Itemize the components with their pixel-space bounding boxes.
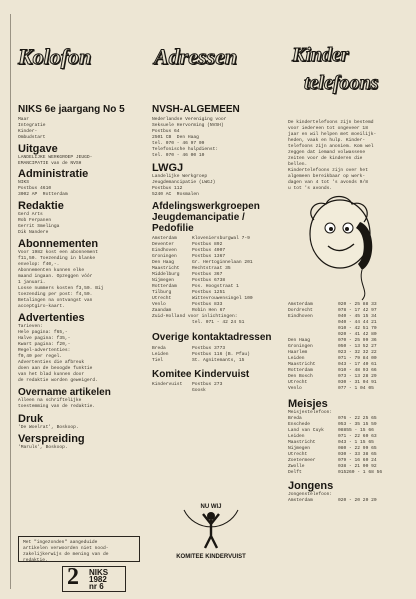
afdeling-row-label: Zuid-Holland voor inlichtingen: <box>152 314 238 319</box>
kindertelefoon-row-value: 078 - 17 42 97 <box>338 308 377 313</box>
afdeling-row-label: Utrecht <box>152 296 172 301</box>
kindertelefoon-row-label: Dordrecht <box>288 308 313 313</box>
afdeling-row-label: Eindhoven <box>152 248 177 253</box>
komitee-row-label: Kindervuist <box>152 382 183 387</box>
meisjestelefoon-row-label: Breda <box>288 416 302 421</box>
jongenstelefoon-row-label: Amsterdam <box>288 498 313 503</box>
logo-bottom-text: KOMITEE KINDERVUIST <box>176 554 246 560</box>
issue-desc: Maar Integratie Kinder- Ombudstart <box>18 117 46 140</box>
komitee-row-value: Postbus 273 <box>192 382 223 387</box>
jongenstelefoon-list <box>288 498 406 504</box>
admin-heading: Administratie <box>18 168 89 180</box>
kindertelefoon-row-label: Rotterdam <box>288 368 313 373</box>
komitee-row <box>152 388 282 394</box>
meisjestelefoon-row-value: 08855 - 15 66 <box>338 428 374 433</box>
afdeling-row-value: Postbus 4007 <box>192 248 226 253</box>
nvsh-text: Nederlandse Vereniging voor Seksuele Hervorming (NVSH) Postbus 64 2501 CB Den Haag tel. 070 - 46 97 09 Telefonische hulpdienst: tel. 070 - 46 00 10 <box>152 117 227 158</box>
afdeling-row-value: tel. 071 - 42 24 51 <box>192 320 245 325</box>
afdeling-row-value: Postbus 892 <box>192 242 223 247</box>
issue-info: NIKS 1982 nr 6 <box>89 568 109 591</box>
character-pupil-right <box>345 227 349 231</box>
afdeling-row-label: Tilburg <box>152 290 172 295</box>
meisjestelefoon-row-label: Leiden <box>288 434 305 439</box>
druk-text: 'De Woelrat', Boskoop. <box>18 425 79 430</box>
kindertelefoon-row-label: Haarlem <box>288 350 308 355</box>
page-number: 2 <box>67 564 79 590</box>
telephone-cord <box>361 270 365 300</box>
komitee-list <box>152 382 282 394</box>
kindertelefoon-row-label: Eindhoven <box>288 314 313 319</box>
afdeling-row-label <box>152 320 192 326</box>
overig-row-value: St. Agnitemants, 15 <box>192 358 245 363</box>
meisjestelefoon-row-value: 038 - 21 00 92 <box>338 464 377 469</box>
character-pupil-left <box>329 227 333 231</box>
verspreiding-heading: Verspreiding <box>18 433 85 445</box>
telephone-character-illustration <box>300 192 376 302</box>
afdelingen-list <box>152 236 282 326</box>
meisjestelefoon-row-value: 076 - 22 25 65 <box>338 416 377 421</box>
kindertelefoon-row-value: 070 - 25 99 36 <box>338 338 377 343</box>
afdeling-row-label: Middelburg <box>152 272 180 277</box>
meisjestelefoon-row-label: Utrecht <box>288 452 308 457</box>
abonnementen-text: Voor 1982 kost een abonnement f11,50. Toezending in blanke envelop: f40,-. Abonnementen kunnen elke maand ingaan. Opzeggen vóór 1 januari. Losse nummers kosten f3,50. Bij toezending per post: f4,50. Betalingen na ontvangst van acceptgiro-kaart. <box>18 250 104 309</box>
jongens-subheading: Jongenstelefoon: <box>288 492 333 497</box>
lwgj-heading: LWGJ <box>152 162 184 174</box>
afdelingen-heading: Afdelingswerkgroepen Jeugdemancipatie / Pedofilie <box>152 201 260 234</box>
jongens-heading: Jongens <box>288 480 334 492</box>
komitee-heading: Komitee Kindervuist <box>152 369 250 380</box>
kindertelefoon-row-value: 073 - 13 28 29 <box>338 374 377 379</box>
meisjes-subheading: Meisjestelefoon: <box>288 410 333 415</box>
meisjestelefoon-row-label: Land van Cuyk <box>288 428 324 433</box>
uitgave-heading: Uitgave <box>18 143 58 155</box>
afdeling-row-value: Postbus 367 <box>192 272 223 277</box>
telefoons-column <box>288 120 406 192</box>
overige-heading: Overige kontaktadressen <box>152 332 272 343</box>
jongenstelefoon-row <box>288 498 406 504</box>
advertenties-text: Tarieven: Hele pagina: f65,- Halve pagina: f35,- Kwart pagina: f20,- Regel-advertenties: f0,40 per regel. Advertenties die afbreuk doen aan de beoogde funktie van het blad kunnen door de redaktie worden geweigerd. <box>18 324 98 383</box>
admin-text: NIKS Postbus 4610 3002 AP Rotterdam <box>18 180 68 197</box>
meisjes-heading: Meisjes <box>288 398 328 410</box>
advertenties-heading: Advertenties <box>18 312 85 324</box>
kindertelefoon-row-value: 050 - 13 52 27 <box>338 344 377 349</box>
meisjestelefoon-row-value: 030 - 33 38 65 <box>338 452 377 457</box>
overig-row-label: Leiden <box>152 352 169 357</box>
afdeling-row-value: Wittevrouwensingel 100 <box>192 296 253 301</box>
kindertelefoon-row-label: Utrecht <box>288 380 308 385</box>
nvsh-heading: NVSH-ALGEMEEN <box>152 104 240 115</box>
kindertelefoon-row-value: 020 - 25 88 33 <box>338 302 377 307</box>
adressen-column <box>152 104 282 394</box>
afdeling-row-label: Nijmegen <box>152 278 175 283</box>
afdeling-row-label: Maastricht <box>152 266 180 271</box>
afdeling-row-label: Venlo <box>152 302 166 307</box>
meisjestelefoon-row-value: 080 - 22 99 65 <box>338 446 377 451</box>
meisjestelefoon-row-value: 071 - 22 60 63 <box>338 434 377 439</box>
meisjestelefoon-row-value: 079 - 16 60 24 <box>338 458 377 463</box>
kindertelefoon-row <box>288 386 406 392</box>
kindertelefoon-row-label: Leiden <box>288 356 305 361</box>
meisjestelefoon-row-label: Nijmegen <box>288 446 311 451</box>
kindertelefoon-row-value: 077 - 1 04 05 <box>338 386 374 391</box>
meisjestelefoon-row-label: Zoetermeer <box>288 458 316 463</box>
kindertelefoon-intro: De kindertelefoons zijn bestemd voor iedereen tot ongeveer 18 jaar en wil helpen met moeilijk- heden, vaak en hulp. Kinder- telefoons zijn anoniem. Kom wel zeggen dat iemand volwassene zeiten voor de kinderen die bellen. Kindertelefoons zijn over het algemeen bereikbaar op werk- dagen van 4 tot 's avonds 9/8 u tot 's avonds. <box>288 120 377 191</box>
kindertelefoon-row-label: Maastricht <box>288 362 316 367</box>
afdeling-row-value: Postbus 1251 <box>192 290 226 295</box>
banner-telefoons: telefoons <box>304 72 379 94</box>
kindertelefoon-row-value: 030 - 31 04 91 <box>338 380 377 385</box>
overig-row-value: Postbus 3773 <box>192 346 226 351</box>
disclaimer-box <box>18 536 140 562</box>
kindertelefoon-row-value: 071 - 79 84 00 <box>338 356 377 361</box>
issue-title: NIKS 6e jaargang No 5 <box>18 104 125 115</box>
logo-top-text: NU WIJ <box>200 504 222 510</box>
afdeling-row-label: Amsterdam <box>152 236 177 241</box>
afdeling-row-label: Den Haag <box>152 260 175 265</box>
kindertelefoon-row-label: Den Haag <box>288 338 311 343</box>
afdeling-row-value: Pos. Hoogstraat 1 <box>192 284 239 289</box>
kindertelefoon-row-value: 043 - 17 40 61 <box>338 362 377 367</box>
overname-text: Alleen na schriftelijke toestemming van de redaktie. <box>18 398 96 409</box>
overige-list <box>152 346 282 364</box>
kindertelefoon-list <box>288 302 406 392</box>
kindertelefoon-row-value: 023 - 32 32 22 <box>338 350 377 355</box>
afdeling-row-value: Rechtstraat 35 <box>192 266 231 271</box>
meisjestelefoon-row-label: Zwolle <box>288 464 305 469</box>
komitee-row-value: Goosk <box>192 388 206 393</box>
kindertelefoon-row-value: 040 - 44 44 21 <box>338 320 377 325</box>
disclaimer-text: Met "ingezonden" aangeduide artikelen verwoorden niet nood- zakelijkerwijs de mening van de redaktie. <box>23 540 109 563</box>
druk-heading: Druk <box>18 413 44 425</box>
afdeling-row-label: Groningen <box>152 254 177 259</box>
binding-line <box>10 14 11 589</box>
meisjestelefoon-row-value: 015260 - 1 68 56 <box>338 470 383 475</box>
kindertelefoon-row-label: Venlo <box>288 386 302 391</box>
komitee-kindervuist-logo <box>176 500 246 562</box>
overig-row-label: Tiel <box>152 358 164 363</box>
meisjestelefoon-row-value: 053 - 35 15 59 <box>338 422 377 427</box>
afdeling-row-value: Gr. Hertoginnelaan 201 <box>192 260 253 265</box>
afdeling-row-label: Deventer <box>152 242 175 247</box>
kindertelefoon-row-label: Groningen <box>288 344 313 349</box>
afdeling-row <box>152 320 282 326</box>
overig-row-label: Breda <box>152 346 166 351</box>
meisjestelefoon-row <box>288 470 406 476</box>
kindertelefoon-row-label: Den Bosch <box>288 374 313 379</box>
kindertelefoon-row-label: Amsterdam <box>288 302 313 307</box>
afdeling-row-label: Rotterdam <box>152 284 177 289</box>
character-head <box>310 200 370 268</box>
verspreiding-text: 'Maruls', Boskoop. <box>18 445 68 450</box>
banner-adressen: Adressen <box>154 44 238 69</box>
phones-section <box>288 302 406 504</box>
page-number-box <box>62 566 126 592</box>
banner-kinder: Kinder <box>292 44 349 66</box>
abonnementen-heading: Abonnementen <box>18 238 99 250</box>
komitee-row-label <box>152 388 192 394</box>
overig-row-value: Postbus 116 (B. Pfau) <box>192 352 250 357</box>
kindertelefoon-row-value: 020 - 41 42 80 <box>338 332 377 337</box>
lwgj-text: Landelijke Werkgroep Jeugdemancipatie (LWGJ) Postbus 112 5240 AC Rosmalen <box>152 174 216 197</box>
redactie-heading: Redaktie <box>18 200 64 212</box>
afdeling-row-value: Postbus 833 <box>192 302 223 307</box>
jongenstelefoon-row-value: 020 - 20 20 20 <box>338 498 377 503</box>
banner-kolofon: Kolofon <box>18 44 92 69</box>
overname-heading: Overname artikelen <box>18 387 111 398</box>
meisjestelefoon-row-label: Delft <box>288 470 302 475</box>
afdeling-row-value: Postbus 6738 <box>192 278 226 283</box>
kindertelefoon-row-value: 040 - 45 15 34 <box>338 314 377 319</box>
kolofon-column <box>18 104 146 451</box>
afdeling-row-value: Postbus 1367 <box>192 254 226 259</box>
redactie-text: Gerd Arts Rob Ferpanen Gerrit Smelinga Dik Nandere <box>18 212 60 235</box>
kindertelefoon-row-value: 010 - 48 93 66 <box>338 368 377 373</box>
uitgave-text: LANDELIJKE WERKGROEP JEUGD- EMANCIPATIE van de NVSH <box>18 155 93 166</box>
afdeling-row-label: Zaandam <box>152 308 172 313</box>
overig-row <box>152 358 282 364</box>
afdeling-row-value: Kloveniersburgwal 7-9 <box>192 236 250 241</box>
kindertelefoon-row-value: 010 - 42 51 70 <box>338 326 377 331</box>
meisjestelefoon-row-label: Enschede <box>288 422 311 427</box>
meisjestelefoon-row-value: 043 - 1 15 65 <box>338 440 374 445</box>
afdeling-row-value: Robin Hen 67 <box>192 308 226 313</box>
meisjestelefoon-row-label: Maastricht <box>288 440 316 445</box>
meisjestelefoon-list <box>288 416 406 476</box>
